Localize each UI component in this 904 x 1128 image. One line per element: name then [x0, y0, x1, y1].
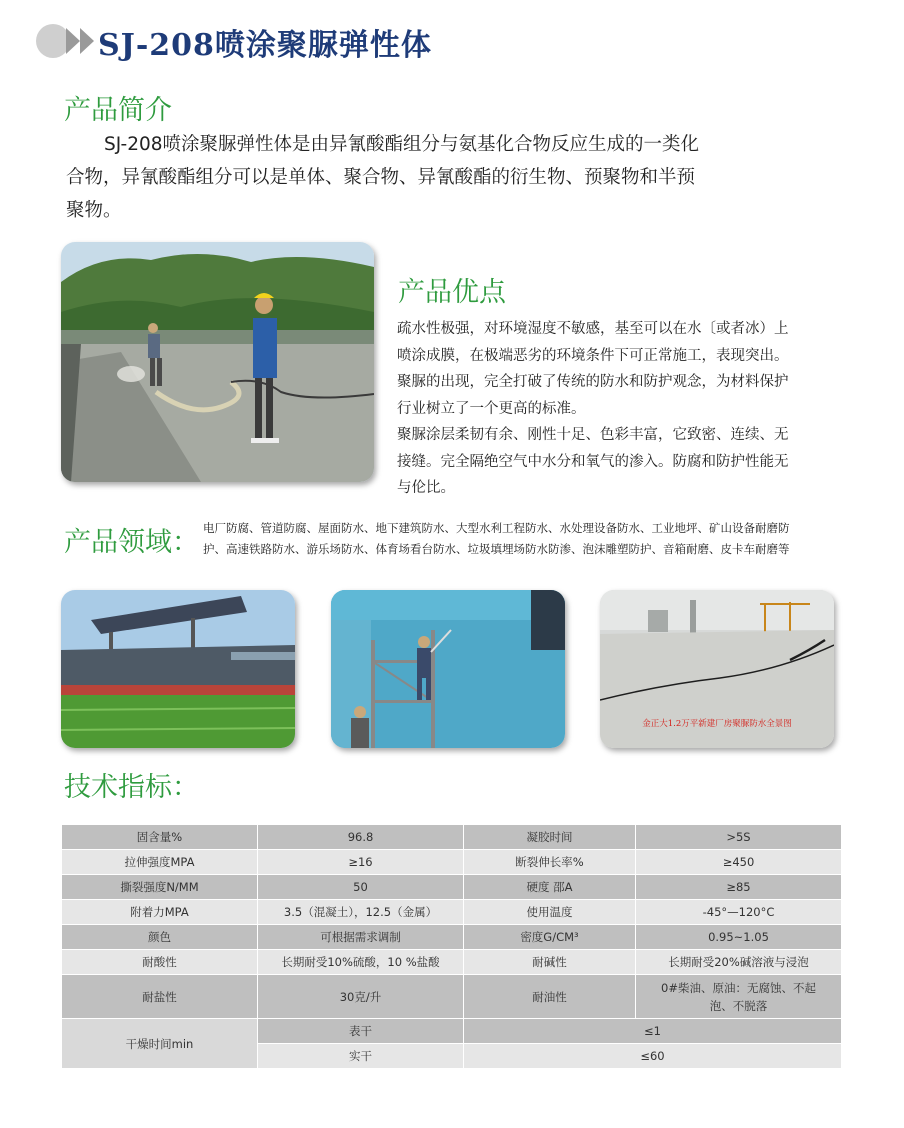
advantages-line: 聚脲涂层柔韧有余、刚性十足、色彩丰富，它致密、连续、无: [397, 427, 789, 443]
spec-label: 撕裂强度N/MM: [62, 875, 258, 900]
spec-value: ≥450: [636, 850, 842, 875]
header-circle-icon: [36, 24, 70, 58]
intro-line: SJ-208喷涂聚脲弹性体是由异氰酸酯组分与氨基化合物反应生成的一类化: [104, 134, 700, 155]
advantages-line: 喷涂成膜，在极端恶劣的环境条件下可正常施工，表现突出。: [397, 347, 789, 364]
spec-value: 50: [258, 875, 464, 900]
chevron-right-icon: [80, 28, 94, 54]
spec-label: 耐油性: [464, 975, 636, 1019]
table-row: [62, 950, 842, 975]
fields-text: [203, 518, 853, 560]
spec-label: 硬度 邵A: [464, 875, 636, 900]
chevron-right-icon: [66, 28, 80, 54]
spec-value: 长期耐受10%硫酸，10 %盐酸: [258, 950, 464, 975]
spec-label: 使用温度: [464, 900, 636, 925]
spec-value: 30克/升: [258, 975, 464, 1019]
spec-value: 可根据需求调制: [258, 925, 464, 950]
advantages-line: 聚脲的出现，完全打破了传统的防水和防护观念，为材料保护: [397, 374, 789, 390]
advantages-text: [397, 316, 837, 502]
spec-label: 颜色: [62, 925, 258, 950]
hard-dry-label: 实干: [258, 1044, 464, 1069]
stadium-photo: [61, 590, 295, 748]
spec-value: 3.5（混凝土），12.5（金属）: [258, 900, 464, 925]
table-row: [62, 925, 842, 950]
table-row: [62, 900, 842, 925]
spec-label: 断裂伸长率%: [464, 850, 636, 875]
hard-dry-value: ≤60: [464, 1044, 842, 1069]
specs-title: 技术指标：: [64, 772, 199, 803]
intro-text: [66, 128, 846, 227]
table-row: [62, 850, 842, 875]
specs-table: [61, 824, 842, 1069]
spec-label: 凝胶时间: [464, 825, 636, 850]
spec-value: 96.8: [258, 825, 464, 850]
surface-dry-label: 表干: [258, 1019, 464, 1044]
advantages-line: 与伦比。: [397, 480, 455, 496]
advantages-title: 产品优点: [398, 277, 506, 308]
fields-title: 产品领域：: [64, 527, 199, 558]
advantages-line: 疏水性极强，对环境湿度不敏感，基至可以在水〔或者冰）上: [397, 321, 789, 337]
spec-label: 耐酸性: [62, 950, 258, 975]
spec-label: 附着力MPA: [62, 900, 258, 925]
table-row: [62, 875, 842, 900]
main-spraying-photo: [61, 242, 374, 482]
spec-label: 密度G/CM³: [464, 925, 636, 950]
spec-value: -45°—120°C: [636, 900, 842, 925]
intro-title: 产品简介: [64, 95, 172, 126]
factory-roof-photo: [600, 590, 834, 748]
fields-line: 电厂防腐、管道防腐、屋面防水、地下建筑防水、大型水利工程防水、水处理设备防水、工业地坪、矿山设备耐磨防: [203, 521, 790, 535]
advantages-line: 接缝。完全隔绝空气中水分和氧气的渗入。防腐和防护性能无: [397, 453, 789, 470]
advantages-line: 行业树立了一个更高的标准。: [397, 400, 586, 417]
surface-dry-value: ≤1: [464, 1019, 842, 1044]
spec-label: 耐盐性: [62, 975, 258, 1019]
spec-label: 固含量%: [62, 825, 258, 850]
table-row: [62, 825, 842, 850]
table-row: [62, 975, 842, 1019]
dry-time-label: 干燥时间min: [62, 1019, 258, 1069]
spec-value: 0#柴油、原油：无腐蚀、不起泡、不脱落: [636, 975, 842, 1019]
pool-spraying-photo: [331, 590, 565, 748]
fields-line: 护、高速铁路防水、游乐场防水、体育场看台防水、垃圾填埋场防水防渗、泡沫雕塑防护、音箱耐磨、皮卡车耐磨等: [203, 542, 790, 556]
page-title: SJ-208喷涂聚脲弹性体: [98, 28, 432, 63]
spec-value: 0.95~1.05: [636, 925, 842, 950]
spec-value: 长期耐受20%碱溶液与浸泡: [636, 950, 842, 975]
intro-line: 聚物。: [66, 200, 122, 221]
spec-value: >5S: [636, 825, 842, 850]
spec-label: 拉伸强度MPA: [62, 850, 258, 875]
intro-line: 合物，异氰酸酯组分可以是单体、聚合物、异氰酸酯的衍生物、预聚物和半预: [66, 167, 696, 188]
spec-label: 耐碱性: [464, 950, 636, 975]
table-row: [62, 1019, 842, 1044]
photo-caption: 金正大1.2万平新建厂房聚脲防水全景图: [642, 719, 792, 729]
spec-value: ≥85: [636, 875, 842, 900]
spec-value: ≥16: [258, 850, 464, 875]
